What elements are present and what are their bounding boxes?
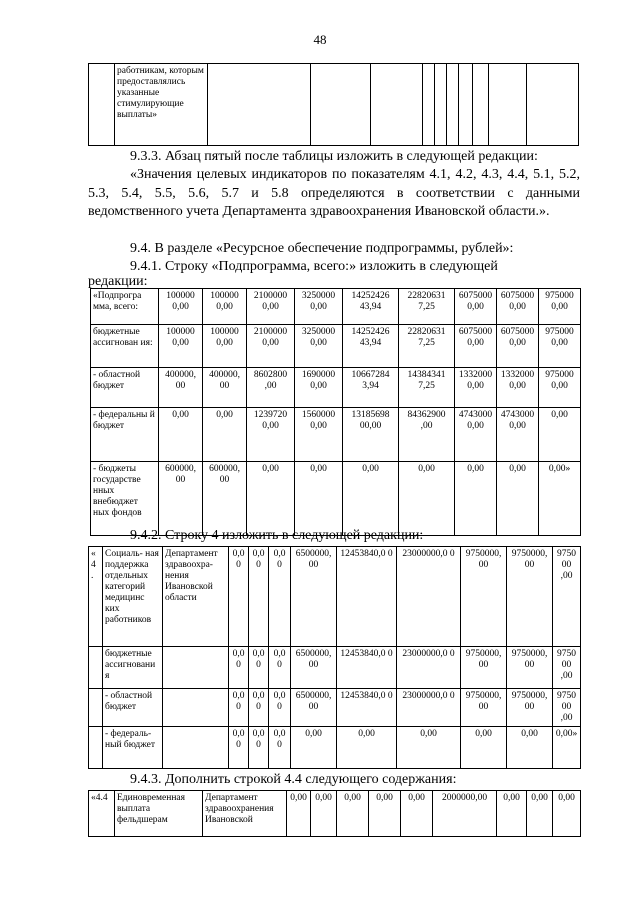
paragraph-9-3-3-heading: 9.3.3. Абзац пятый после таблицы изложить в следующей редакции: [130, 149, 538, 164]
t1-cell: 22820631 7,25 [399, 325, 455, 368]
t1-row-label: - бюджеты государстве нных внебюджет ных фондов [91, 462, 159, 536]
t3-exec: Департамент здравоохранения Ивановской [203, 791, 287, 837]
t2-cell: 0,00 [337, 727, 397, 769]
t1-cell: 2100000 0,00 [247, 289, 295, 325]
table-top-fragment [88, 63, 579, 146]
t1-cell: 0,00» [539, 462, 581, 536]
table-row [89, 547, 581, 647]
table-row-4 [88, 546, 581, 769]
t1-cell: 0,00 [455, 462, 497, 536]
table-row-4-4 [88, 790, 581, 837]
t1-cell: 14252426 43,94 [343, 325, 399, 368]
t2-row-label: - федераль- ный бюджет [103, 727, 163, 769]
t2-num: «4 . [89, 547, 103, 647]
t1-cell: 2100000 0,00 [247, 325, 295, 368]
t3-val: 0,00 [337, 791, 369, 837]
t2-cell: 0,0 0 [249, 647, 269, 689]
table-row [91, 462, 581, 536]
t2-cell: 0,00 [291, 727, 337, 769]
paragraph-9-4: 9.4. В разделе «Ресурсное обеспечение подпрограммы, рублей»: [130, 241, 514, 256]
t2-cell: 0,0 0 [229, 689, 249, 727]
t2-cell: 12453840,0 0 [337, 689, 397, 727]
t2-cell: 6500000, 00 [291, 547, 337, 647]
t2-cell: 0,0 0 [249, 547, 269, 647]
t1-cell: 22820631 7,25 [399, 289, 455, 325]
paragraph-9-4-1: 9.4.1. Строку «Подпрограмма, всего:» изложить в следующей [130, 259, 498, 274]
paragraph-9-3-3-text: «Значения целевых индикаторов по показателям 4.1, 4.2, 4.3, 4.4, 5.1, 5.2, 5.3, 5.4, 5.5, 5.6, 5.7 и 5.8 определяются в соответствии с данными ведомственного учета Департамента здравоохранения Ивановской области.». [88, 167, 580, 219]
t1-row-label: «Подпрогра мма, всего: [91, 289, 159, 325]
t2-cell: 23000000,0 0 [397, 547, 461, 647]
t2-row-label: бюджетные ассигновани я [103, 647, 163, 689]
t2-cell: 975000 ,00 [553, 647, 581, 689]
t3-val: 0,00 [527, 791, 553, 837]
t1-cell: 10667284 3,94 [343, 368, 399, 408]
t3-val: 0,00 [369, 791, 401, 837]
t1-cell: 0,00 [539, 408, 581, 462]
t1-cell: 975000 0,00 [539, 325, 581, 368]
t1-cell: 100000 0,00 [203, 289, 247, 325]
t2-cell: 0,00 [507, 727, 553, 769]
t1-cell: 100000 0,00 [159, 289, 203, 325]
t3-val: 2000000,00 [433, 791, 497, 837]
t1-cell: 0,00 [497, 462, 539, 536]
t1-row-label: - федеральны й бюджет [91, 408, 159, 462]
t2-cell: 9750000, 00 [461, 547, 507, 647]
paragraph-9-4-1-tail: редакции: [88, 274, 148, 289]
t2-cell: 0,0 0 [269, 547, 291, 647]
t1-cell: 14252426 43,94 [343, 289, 399, 325]
table-row [89, 727, 581, 769]
t3-name: Единовременная выплата фельдшерам [115, 791, 203, 837]
t2-cell: 0,0 0 [269, 647, 291, 689]
table-row [89, 689, 581, 727]
t3-val: 0,00 [553, 791, 581, 837]
t2-row-label: - областной бюджет [103, 689, 163, 727]
table-row [91, 325, 581, 368]
t1-cell: 1690000 0,00 [295, 368, 343, 408]
t2-cell: 12453840,0 0 [337, 647, 397, 689]
t3-val: 0,00 [401, 791, 433, 837]
t1-cell: 13185698 00,00 [343, 408, 399, 462]
t1-cell: 1332000 0,00 [455, 368, 497, 408]
table-row [89, 647, 581, 689]
t1-cell: 8602800 ,00 [247, 368, 295, 408]
t2-cell: 0,0 0 [229, 547, 249, 647]
t1-cell: 6075000 0,00 [455, 325, 497, 368]
t2-cell: 6500000, 00 [291, 689, 337, 727]
t3-val: 0,00 [287, 791, 311, 837]
t3-num: «4.4 [89, 791, 115, 837]
table-row [91, 368, 581, 408]
table-row [91, 289, 581, 325]
t2-cell: 23000000,0 0 [397, 689, 461, 727]
t2-cell: 9750000, 00 [461, 647, 507, 689]
t1-cell: 4743000 0,00 [497, 408, 539, 462]
table-subprogram-total [90, 288, 581, 536]
t1-cell: 100000 0,00 [159, 325, 203, 368]
paragraph-9-4-2: 9.4.2. Строку 4 изложить в следующей редакции: [130, 528, 424, 543]
t2-exec: Департамент здравоохра- нения Ивановской области [163, 547, 229, 647]
t2-cell: 9750000, 00 [507, 547, 553, 647]
paragraph-9-4-3: 9.4.3. Дополнить строкой 4.4 следующего содержания: [130, 772, 457, 787]
t1-cell: 0,00 [203, 408, 247, 462]
t2-cell: 12453840,0 0 [337, 547, 397, 647]
t2-cell: 0,0 0 [269, 727, 291, 769]
t1-cell: 400000, 00 [203, 368, 247, 408]
t1-cell: 1560000 0,00 [295, 408, 343, 462]
table-row [91, 408, 581, 462]
t2-cell: 6500000, 00 [291, 647, 337, 689]
t1-cell: 0,00 [247, 462, 295, 536]
t2-cell: 9750000, 00 [507, 647, 553, 689]
t1-cell: 975000 0,00 [539, 289, 581, 325]
t1-cell: 600000, 00 [159, 462, 203, 536]
t1-cell: 0,00 [295, 462, 343, 536]
t2-cell: 0,0 0 [249, 727, 269, 769]
t2-cell: 0,0 0 [249, 689, 269, 727]
t1-cell: 6075000 0,00 [497, 325, 539, 368]
t1-cell: 1239720 0,00 [247, 408, 295, 462]
t1-row-label: - областной бюджет [91, 368, 159, 408]
t2-cell: 0,00 [461, 727, 507, 769]
t1-cell: 6075000 0,00 [497, 289, 539, 325]
t2-cell: 0,0 0 [269, 689, 291, 727]
t1-cell: 84362900 ,00 [399, 408, 455, 462]
t1-row-label: бюджетные ассигнован ия: [91, 325, 159, 368]
t2-cell: 9750000, 00 [461, 689, 507, 727]
t2-cell: 23000000,0 0 [397, 647, 461, 689]
t2-name: Социаль- ная поддержка отдельных категорий медицинс ких работников [103, 547, 163, 647]
t2-cell: 0,00 [397, 727, 461, 769]
t1-cell: 975000 0,00 [539, 368, 581, 408]
t3-val: 0,00 [311, 791, 337, 837]
t2-cell: 975000 ,00 [553, 547, 581, 647]
t1-cell: 400000, 00 [159, 368, 203, 408]
t1-cell: 100000 0,00 [203, 325, 247, 368]
t1-cell: 0,00 [159, 408, 203, 462]
t1-cell: 6075000 0,00 [455, 289, 497, 325]
t1-cell: 600000, 00 [203, 462, 247, 536]
t1-cell: 0,00 [399, 462, 455, 536]
page-number: 48 [313, 32, 327, 47]
t1-cell: 0,00 [343, 462, 399, 536]
t2-cell: 9750000, 00 [507, 689, 553, 727]
t1-cell: 4743000 0,00 [455, 408, 497, 462]
t3-val: 0,00 [497, 791, 527, 837]
t1-cell: 3250000 0,00 [295, 325, 343, 368]
t2-cell: 975000 ,00 [553, 689, 581, 727]
t2-cell: 0,0 0 [229, 727, 249, 769]
t2-cell: 0,0 0 [229, 647, 249, 689]
t1-cell: 1332000 0,00 [497, 368, 539, 408]
t1-cell: 3250000 0,00 [295, 289, 343, 325]
t2-cell: 0,00» [553, 727, 581, 769]
t1-cell: 14384341 7,25 [399, 368, 455, 408]
top-table-cell-text: работникам, которым предоставлялись указанные стимулирующие выплаты» [115, 64, 208, 146]
